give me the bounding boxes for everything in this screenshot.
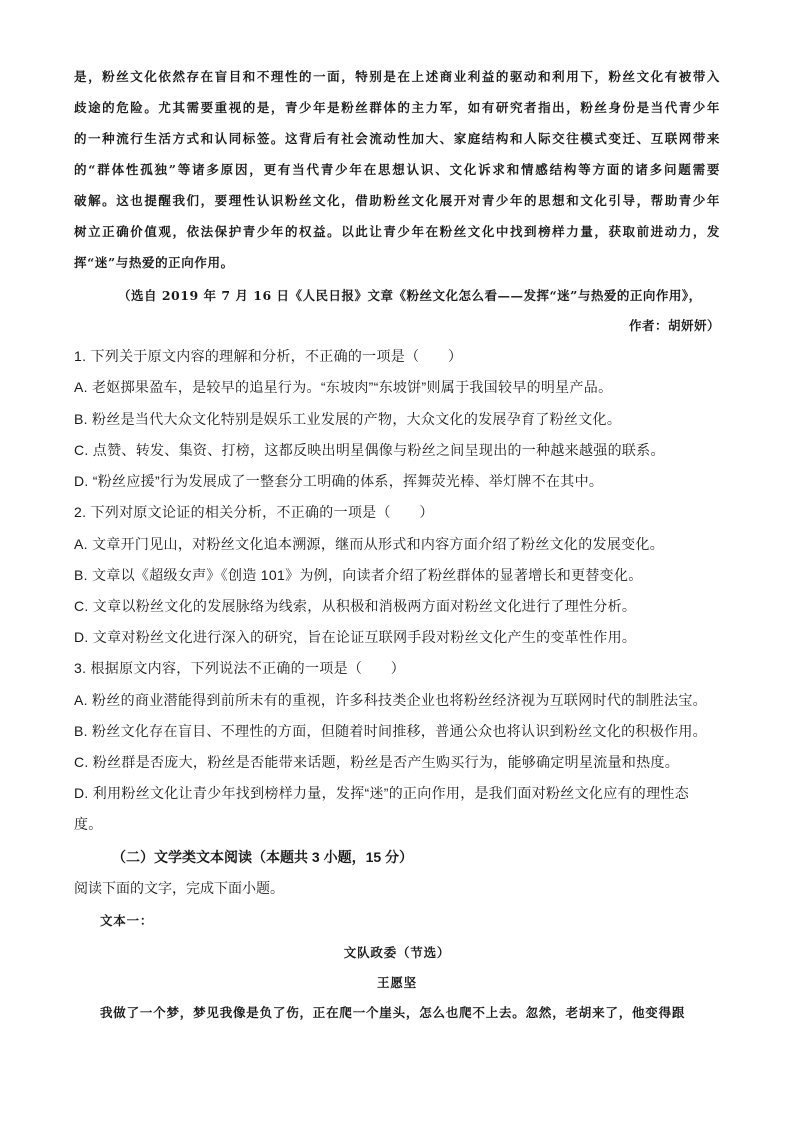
question-2-option-d: D. 文章对粉丝文化进行深入的研究，旨在论证互联网手段对粉丝文化产生的变革性作用。 [74, 629, 637, 645]
reading-instruction: 阅读下面的文字，完成下面小题。 [74, 880, 284, 896]
passage-line: 的一种流行生活方式和认同标签。这背后有社会流动性加大、家庭结构和人际交往模式变迁、互联网带来 [74, 131, 720, 146]
source-author: 作者：胡妍妍） [628, 318, 720, 333]
passage-line: 破解。这也提醒我们，要理性认识粉丝文化，借助粉丝文化展开对青少年的思想和文化引导，帮助青少年 [74, 193, 720, 208]
question-2-option-a: A. 文章开门见山，对粉丝文化追本溯源，继而从形式和内容方面介绍了粉丝文化的发展变化。 [74, 536, 665, 552]
question-3-option-c: C. 粉丝群是否庞大，粉丝是否能带来话题，粉丝是否产生购买行为，能够确定明星流量和热度。 [74, 754, 680, 770]
question-2-option-b: B. 文章以《超级女声》《创造 101》为例，向读者介绍了粉丝群体的显著增长和更替变化。 [74, 567, 643, 583]
story-author: 王愿坚 [377, 975, 417, 990]
question-1-option-c: C. 点赞、转发、集资、打榜，这都反映出明星偶像与粉丝之间呈现出的一种越来越强的联系。 [74, 442, 665, 458]
question-2-option-c: C. 文章以粉丝文化的发展脉络为线索，从积极和消极两方面对粉丝文化进行了理性分析。 [74, 598, 637, 614]
passage-line: 歧途的危险。尤其需要重视的是，青少年是粉丝群体的主力军，如有研究者指出，粉丝身份是当代青少年 [74, 100, 720, 115]
passage-line: 的“群体性孤独”等诸多原因，更有当代青少年在思想认识、文化诉求和情感结构等方面的诸多问题需要 [74, 162, 720, 177]
source-line: （选自 2019 年 7 月 16 日《人民日报》文章《粉丝文化怎么看——发挥“迷”与热爱的正向作用》， [118, 288, 702, 303]
text-one-label: 文本一： [100, 913, 154, 928]
story-first-line: 我做了一个梦，梦见我像是负了伤，正在爬一个崖头，怎么也爬不上去。忽然，老胡来了，他变得跟 [100, 1005, 686, 1020]
question-3-option-a: A. 粉丝的商业潜能得到前所未有的重视，许多科技类企业也将粉丝经济视为互联网时代的制胜法宝。 [74, 692, 707, 708]
question-3-option-d: D. 利用粉丝文化让青少年找到榜样力量，发挥“迷”的正向作用，是我们面对粉丝文化应有的理性态 [74, 785, 690, 801]
question-1-option-b: B. 粉丝是当代大众文化特别是娱乐工业发展的产物，大众文化的发展孕育了粉丝文化。 [74, 411, 622, 427]
passage-continuation [74, 61, 720, 278]
question-1-stem: 1. 下列关于原文内容的理解和分析，不正确的一项是（ ） [74, 348, 463, 364]
question-3-option-d-continued: 度。 [74, 816, 103, 832]
question-3-stem: 3. 根据原文内容，下列说法不正确的一项是（ ） [74, 660, 406, 676]
question-2-stem: 2. 下列对原文论证的相关分析，不正确的一项是（ ） [74, 504, 434, 520]
question-1-option-d: D. “粉丝应援”行为发展成了一整套分工明确的体系，挥舞荧光棒、举灯牌不在其中。 [74, 473, 604, 489]
passage-line: 树立正确价值观，依法保护青少年的权益。以此让青少年在粉丝文化中找到榜样力量，获取前进动力，发 [74, 224, 720, 239]
story-title: 文队政委（节选） [343, 945, 451, 960]
passage-line: 是，粉丝文化依然存在盲目和不理性的一面，特别是在上述商业利益的驱动和利用下，粉丝文化有被带入 [74, 69, 720, 84]
question-3-option-b: B. 粉丝文化存在盲目、不理性的方面，但随着时间推移，普通公众也将认识到粉丝文化的积极作用。 [74, 723, 707, 739]
question-1-option-a: A. 老妪掷果盈车，是较早的追星行为。“东坡肉”“东坡饼”则属于我国较早的明星产品。 [74, 379, 613, 395]
passage-line: 挥“迷”与热爱的正向作用。 [74, 255, 234, 270]
source-citation [74, 281, 720, 341]
section-heading: （二）文学类文本阅读（本题共 3 小题，15 分） [112, 849, 414, 865]
